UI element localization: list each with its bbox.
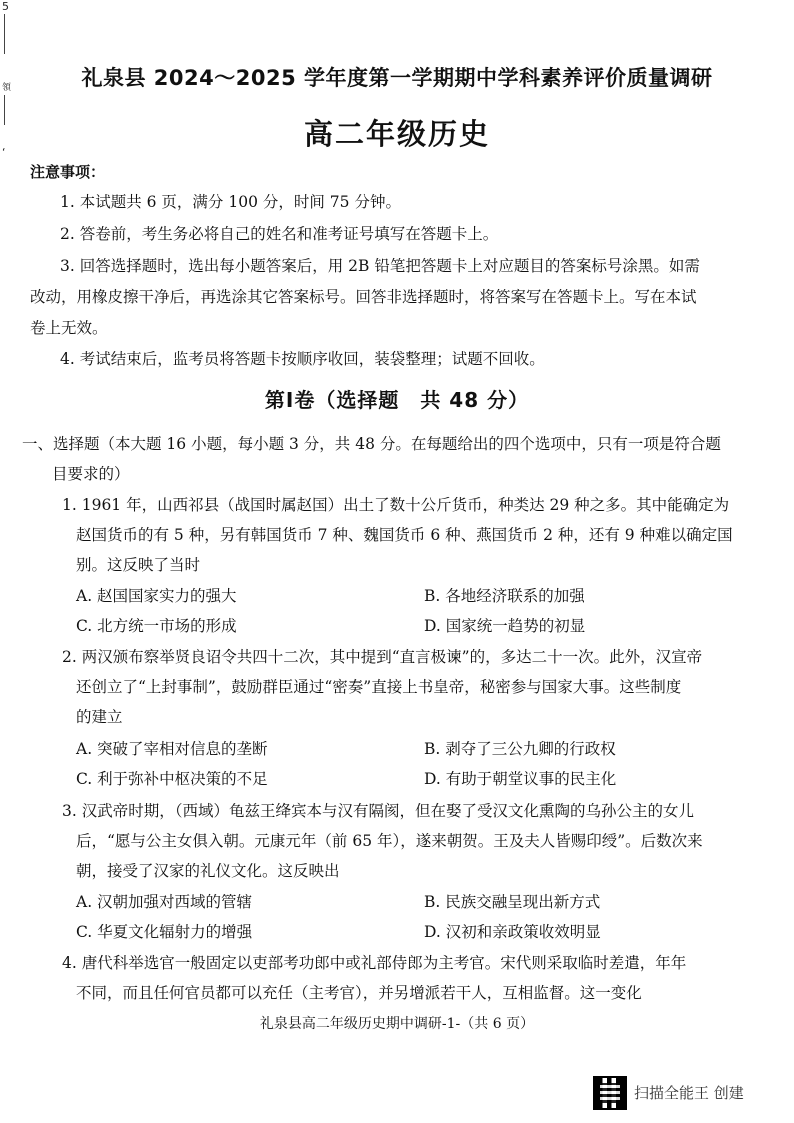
question-2-option-a: A. 突破了宰相对信息的垄断 bbox=[76, 740, 268, 758]
question-1-option-c: C. 北方统一市场的形成 bbox=[76, 617, 237, 635]
notice-line: 4. 考试结束后，监考员将答题卡按顺序收回，装袋整理；试题不回收。 bbox=[60, 350, 545, 368]
edge-mark-top: 5 bbox=[2, 0, 9, 13]
question-1-stem: 1. 1961 年，山西祁县（战国时属赵国）出土了数十公斤货币，种类达 29 种之多。其中能确定为 bbox=[62, 496, 730, 514]
exam-title: 礼泉县 2024～2025 学年度第一学期期中学科素养评价质量调研 bbox=[81, 66, 713, 90]
question-1-stem: 别。这反映了当时 bbox=[76, 556, 201, 574]
question-2-stem: 2. 两汉颁布察举贤良诏令共四十二次，其中提到“直言极谏”的，多达二十一次。此外，汉宣帝 bbox=[62, 648, 703, 666]
question-1-option-d: D. 国家统一趋势的初显 bbox=[424, 617, 586, 635]
question-3-stem: 后，“愿与公主女俱入朝。元康元年（前 65 年），遂来朝贺。王及夫人皆赐印绶”。后数次来 bbox=[76, 832, 703, 850]
question-3-option-c: C. 华夏文化辐射力的增强 bbox=[76, 923, 253, 941]
notice-line: 1. 本试题共 6 页，满分 100 分，时间 75 分钟。 bbox=[60, 193, 401, 211]
question-1-option-a: A. 赵国国家实力的强大 bbox=[76, 587, 237, 605]
section-heading: 第Ⅰ卷（选择题 共 48 分） bbox=[264, 388, 530, 412]
question-1-option-b: B. 各地经济联系的加强 bbox=[424, 587, 585, 605]
question-3-stem: 3. 汉武帝时期，（西域）龟兹王绛宾本与汉有隔阂，但在娶了受汉文化熏陶的乌孙公主的女儿 bbox=[62, 802, 694, 820]
notice-line: 改动，用橡皮擦干净后，再选涂其它答案标号。回答非选择题时，将答案写在答题卡上。写在本试 bbox=[30, 288, 697, 306]
question-4-stem: 4. 唐代科举选官一般固定以吏部考功郎中或礼部侍郎为主考官。宋代则采取临时差遣，年年 bbox=[62, 954, 687, 972]
question-2-option-b: B. 剥夺了三公九卿的行政权 bbox=[424, 740, 616, 758]
notice-heading: 注意事项： bbox=[30, 163, 106, 181]
question-3-stem: 朝，接受了汉家的礼仪文化。这反映出 bbox=[76, 862, 340, 880]
question-2-stem: 的建立 bbox=[76, 708, 123, 726]
question-4-stem: 不同，而且任何官员都可以充任（主考官），并另增派若干人，互相监督。这一变化 bbox=[76, 984, 642, 1002]
scanner-watermark: 扫描全能王 创建 bbox=[634, 1084, 744, 1102]
question-2-stem: 还创立了“上封事制”，鼓励群臣通过“密奏”直接上书皇帝，秘密参与国家大事。这些制度 bbox=[76, 678, 682, 696]
page-footer: 礼泉县高二年级历史期中调研-1-（共 6 页） bbox=[259, 1016, 535, 1032]
notice-line: 3. 回答选择题时，选出每小题答案后，用 2B 铅笔把答题卡上对应题目的答案标号涂黑。如需 bbox=[60, 257, 700, 275]
exam-subtitle: 高二年级历史 bbox=[303, 117, 490, 151]
question-1-stem: 赵国货币的有 5 种，另有韩国货币 7 种、魏国货币 6 种、燕国货币 2 种，还有 9 种难以确定国 bbox=[76, 526, 733, 544]
notice-line: 2. 答卷前，考生务必将自己的姓名和准考证号填写在答题卡上。 bbox=[60, 225, 499, 243]
section-intro: 目要求的） bbox=[52, 465, 130, 483]
section-intro: 一、选择题（本大题 16 小题，每小题 3 分，共 48 分。在每题给出的四个选项中，只有一项是符合题 bbox=[22, 435, 721, 453]
notice-line: 卷上无效。 bbox=[30, 319, 108, 337]
question-3-option-b: B. 民族交融呈现出新方式 bbox=[424, 893, 601, 911]
question-2-option-c: C. 利于弥补中枢决策的不足 bbox=[76, 770, 268, 788]
question-3-option-d: D. 汉初和亲政策收效明显 bbox=[424, 923, 601, 941]
qr-code-pattern bbox=[600, 1083, 620, 1103]
binding-line bbox=[4, 14, 5, 54]
question-3-option-a: A. 汉朝加强对西域的管辖 bbox=[76, 893, 253, 911]
edge-mark-mid: 領 bbox=[2, 83, 12, 93]
edge-mark-bottom: ‘ bbox=[2, 146, 6, 159]
question-2-option-d: D. 有助于朝堂议事的民主化 bbox=[424, 770, 617, 788]
